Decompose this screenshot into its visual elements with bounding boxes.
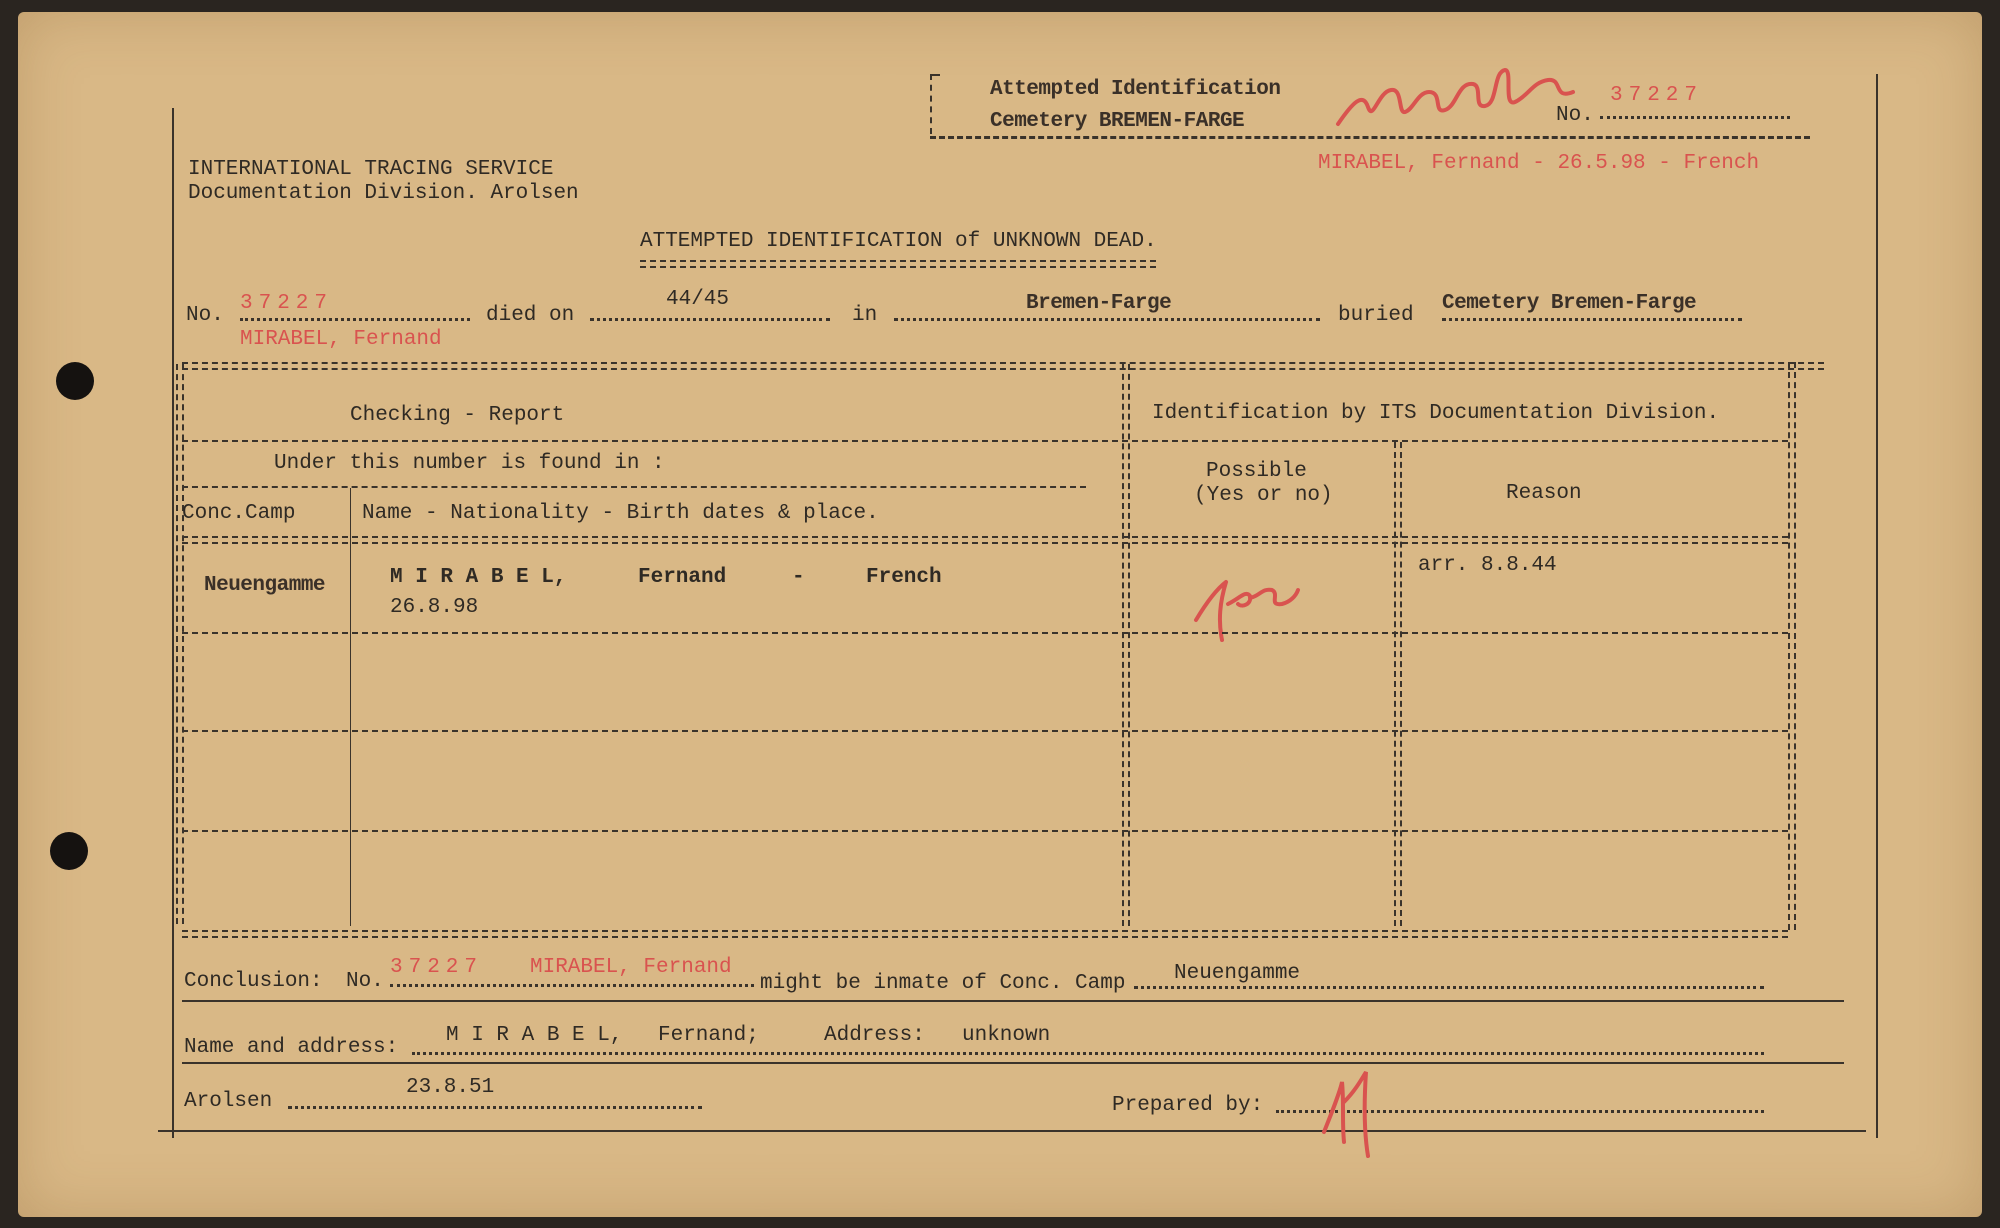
record-no-dots: [240, 318, 470, 321]
stamp-box-top: [930, 74, 940, 76]
row-birth: 26.8.98: [390, 596, 479, 619]
left-frame: [172, 108, 174, 1138]
col-reason-header: Reason: [1506, 482, 1582, 505]
buried-value: Cemetery Bremen-Farge: [1442, 292, 1697, 315]
record-no-value: 37227: [240, 292, 334, 315]
name-address-label: Name and address:: [184, 1036, 399, 1059]
row-dash: -: [792, 566, 805, 589]
conclusion-rule: [182, 1000, 1844, 1002]
record-no-label: No.: [186, 304, 224, 327]
col-name-header: Name - Nationality - Birth dates & place.: [362, 502, 879, 525]
conclusion-name-value: MIRABEL, Fernand: [530, 956, 732, 979]
col-camp-header: Conc.Camp: [182, 502, 296, 525]
in-value: Bremen-Farge: [1026, 292, 1172, 315]
table-center-divider: [1122, 364, 1130, 926]
conclusion-middle: might be inmate of Conc. Camp: [760, 972, 1126, 995]
col-possible-header-line1: Possible: [1206, 460, 1307, 483]
table-camp-divider: [350, 488, 351, 926]
handwritten-yes: [1188, 560, 1318, 650]
row-first-name: Fernand: [638, 566, 727, 589]
name-address-first-name: Fernand;: [658, 1024, 759, 1047]
table-row-separator-2: [182, 486, 1086, 488]
col-possible-header-line2: (Yes or no): [1194, 484, 1333, 507]
in-label: in: [852, 304, 878, 327]
title-underline: [640, 260, 1156, 268]
footer-date-dots: [288, 1106, 702, 1109]
row-reason: arr. 8.8.44: [1418, 554, 1557, 577]
died-label: died on: [486, 304, 575, 327]
conclusion-no-value: 37227: [390, 956, 484, 979]
conclusion-no-label: No.: [346, 970, 384, 993]
row-nationality: French: [866, 566, 942, 589]
org-line-1: INTERNATIONAL TRACING SERVICE: [188, 158, 554, 181]
table-row-separator-1: [182, 440, 1788, 442]
punch-hole-bottom: [50, 832, 88, 870]
stamp-line-2: Cemetery BREMEN-FARGE: [990, 110, 1245, 133]
address-value: unknown: [962, 1024, 1051, 1047]
stamp-line-1: Attempted Identification: [990, 78, 1281, 101]
table-left-border: [176, 364, 184, 924]
name-address-surname: M I R A B E L,: [446, 1024, 623, 1047]
table-bottom-border: [182, 930, 1788, 938]
table-row-separator-5: [182, 830, 1788, 832]
index-card: [18, 12, 1982, 1217]
under-number-label: Under this number is found in :: [274, 452, 665, 475]
prepared-by-signature: [1314, 1052, 1394, 1162]
conclusion-label: Conclusion:: [184, 970, 323, 993]
conclusion-no-dots: [390, 984, 754, 987]
conclusion-camp-value: Neuengamme: [1174, 962, 1301, 985]
table-right-border: [1788, 362, 1796, 930]
header-no-dots: [1600, 116, 1790, 119]
footer-date-value: 23.8.51: [406, 1076, 495, 1099]
checking-report-header: Checking - Report: [350, 404, 565, 427]
header-subject-line: MIRABEL, Fernand - 26.5.98 - French: [1318, 152, 1760, 175]
org-line-2: Documentation Division. Arolsen: [188, 182, 579, 205]
document-title: ATTEMPTED IDENTIFICATION of UNKNOWN DEAD.: [640, 230, 1157, 253]
table-top-border: [182, 362, 1824, 370]
punch-hole-top: [56, 362, 94, 400]
name-address-rule: [182, 1062, 1844, 1064]
conclusion-camp-dots: [1134, 986, 1764, 989]
right-frame: [1876, 74, 1878, 1138]
row-surname: M I R A B E L,: [390, 566, 567, 589]
table-row-separator-3: [182, 632, 1788, 634]
record-name-value: MIRABEL, Fernand: [240, 328, 442, 351]
in-dots: [894, 318, 1320, 321]
stamp-box-left: [930, 74, 932, 134]
address-label: Address:: [824, 1024, 925, 1047]
table-row-separator-4: [182, 730, 1788, 732]
died-value: 44/45: [666, 288, 730, 311]
table-header-bottom: [182, 536, 1788, 544]
prepared-by-value: [1338, 1094, 1339, 1118]
buried-label: buried: [1338, 304, 1414, 327]
table-reason-divider: [1394, 442, 1402, 926]
identification-header: Identification by ITS Documentation Division.: [1152, 402, 1720, 425]
header-no-value: 37227: [1610, 84, 1704, 107]
footer-place-label: Arolsen: [184, 1090, 273, 1113]
prepared-by-label: Prepared by:: [1112, 1094, 1264, 1117]
row-possible: [1258, 584, 1260, 608]
name-address-dots: [412, 1052, 1764, 1055]
header-no-label: No.: [1556, 104, 1594, 127]
bottom-frame: [158, 1130, 1866, 1132]
buried-dots: [1442, 318, 1742, 321]
died-dots: [590, 318, 830, 321]
handwritten-made-mark: [1333, 52, 1593, 142]
row-camp: Neuengamme: [204, 574, 326, 597]
